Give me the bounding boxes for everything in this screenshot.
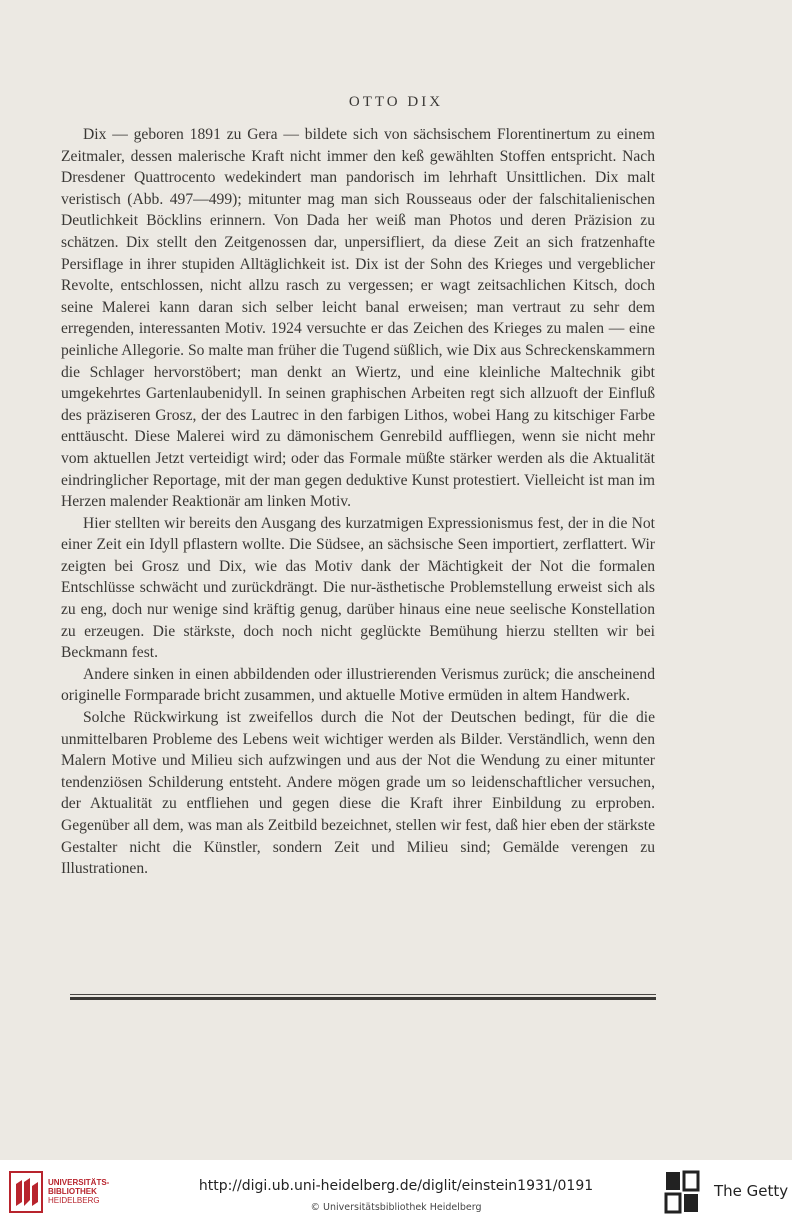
footer-bar [0, 1160, 792, 1222]
getty-logo-icon [664, 1170, 700, 1214]
paragraph-1: Dix — geboren 1891 zu Gera — bildete sich von sächsischem Florentinertum zu einem Zeitmaler, dessen malerische Kraft nicht immer den keß gewählten Stoffen entspricht. Nach Dresdener Quattrocento wedekindert man pandorisch im lehrhaft Unsittlichen. Dix malt veristisch (Abb. 497—499); mitunter mag man sich Rousseaus oder der falschitalienischen Deutlichkeit Böcklins erinnern. Von Dada her weiß man Photos und deren Präzision zu schätzen. Dix stellt den Zeitgenossen dar, unpersifliert, da diese Zeit an sich fratzenhafte Persiflage in ihrer stupiden Alltäglichkeit ist. Dix ist der Sohn des Krieges und vergeblicher Revolte, entschlossen, nicht allzu rasch zu vergessen; er wagt zeitsachlichen Kitsch, doch seine Malerei kann daran sich selber leicht banal erweisen; man vertraut zu sehr dem erregenden, interessanten Motiv. 1924 versuchte er das Zeichen des Krieges zu malen — eine peinliche Allegorie. So malte man früher die Tugend süßlich, wie Dix aus Schreckenskammern die Schlager hervorstöbert; man denkt an Wiertz, und eine kleinliche Maltechnik gibt umgekehrtes Gartenlaubenidyll. In seinen graphischen Arbeiten regt sich allzuoft der Einfluß des präziseren Grosz, der des Lautrec in den farbigen Lithos, wobei Hang zu kitschiger Farbe enttäuscht. Diese Malerei wird zu dämonischem Genrebild auffliegen, wenn sie nicht mehr vom aktuellen Jetzt verteidigt wird; oder das Formale müßte stärker werden als die Aktualität eindringlicher Reportage, mit der man gegen deduktive Kunst protestiert. Vielleicht ist man im Herzen malender Reaktionär am linken Motiv. [61, 126, 655, 511]
paragraph-3: Andere sinken in einen abbildenden oder illustrierenden Verismus zurück; die anscheinend originelle Formparade bricht zusammen, und aktuelle Motive ermüden in altem Handwerk. [61, 665, 655, 705]
library-name-line-3: HEIDELBERG [48, 1196, 100, 1205]
page-title: OTTO DIX [348, 94, 444, 110]
paragraph-4: Solche Rückwirkung ist zweifellos durch die Not der Deutschen bedingt, für die die unmittelbaren Probleme des Lebens weit wichtiger werden als Bilder. Verständlich, wenn den Malern Motive und Milieu sich aufzwingen und aus der Not die Wendung zu einer mitunter tendenziösen Schilderung entsteht. Andere mögen grade um so leidenschaftlicher versuchen, der Aktualität zu entfliehen und gegen diese die Kraft ihrer Einbildung zu erproben. Gegenüber all dem, was man als Zeitbild bezeichnet, stellen wir fest, daß hier eben der stärkste Gestalter nicht die Künstler, sondern Zeit und Milieu sind; Gemälde verengen zu Illustrationen. [61, 709, 655, 878]
library-name-line-1: UNIVERSITÄTS- [48, 1178, 110, 1187]
library-name-line-2: BIBLIOTHEK [48, 1187, 97, 1196]
body-text [61, 124, 655, 880]
paragraph-2: Hier stellten wir bereits den Ausgang des kurzatmigen Expressionismus fest, der in die Not einer Zeit ein Idyll pflastern wollte. Die Südsee, an sächsische Seen importiert, zerflattert. Wir zeigten bei Grosz und Dix, wie das Motiv dank der Mächtigkeit der Not die formalen Entschlüsse schwächt und zurückdrängt. Die nur-ästhetische Problemstellung erweist sich als zu eng, doch nur wenige sind kräftig genug, darüber hinaus eine neue seelische Konstellation zu erzeugen. Die stärkste, doch noch nicht geglückte Bemühung hierzu stellten wir bei Beckmann fest. [61, 514, 655, 662]
getty-name: The Getty [714, 1182, 789, 1200]
copyright-notice: © Universitätsbibliothek Heidelberg [310, 1202, 482, 1213]
divider-thin [70, 994, 656, 995]
permalink-url[interactable]: http://digi.ub.uni-heidelberg.de/diglit/einstein1931/0191 [198, 1178, 594, 1194]
divider-thick [70, 997, 656, 1000]
